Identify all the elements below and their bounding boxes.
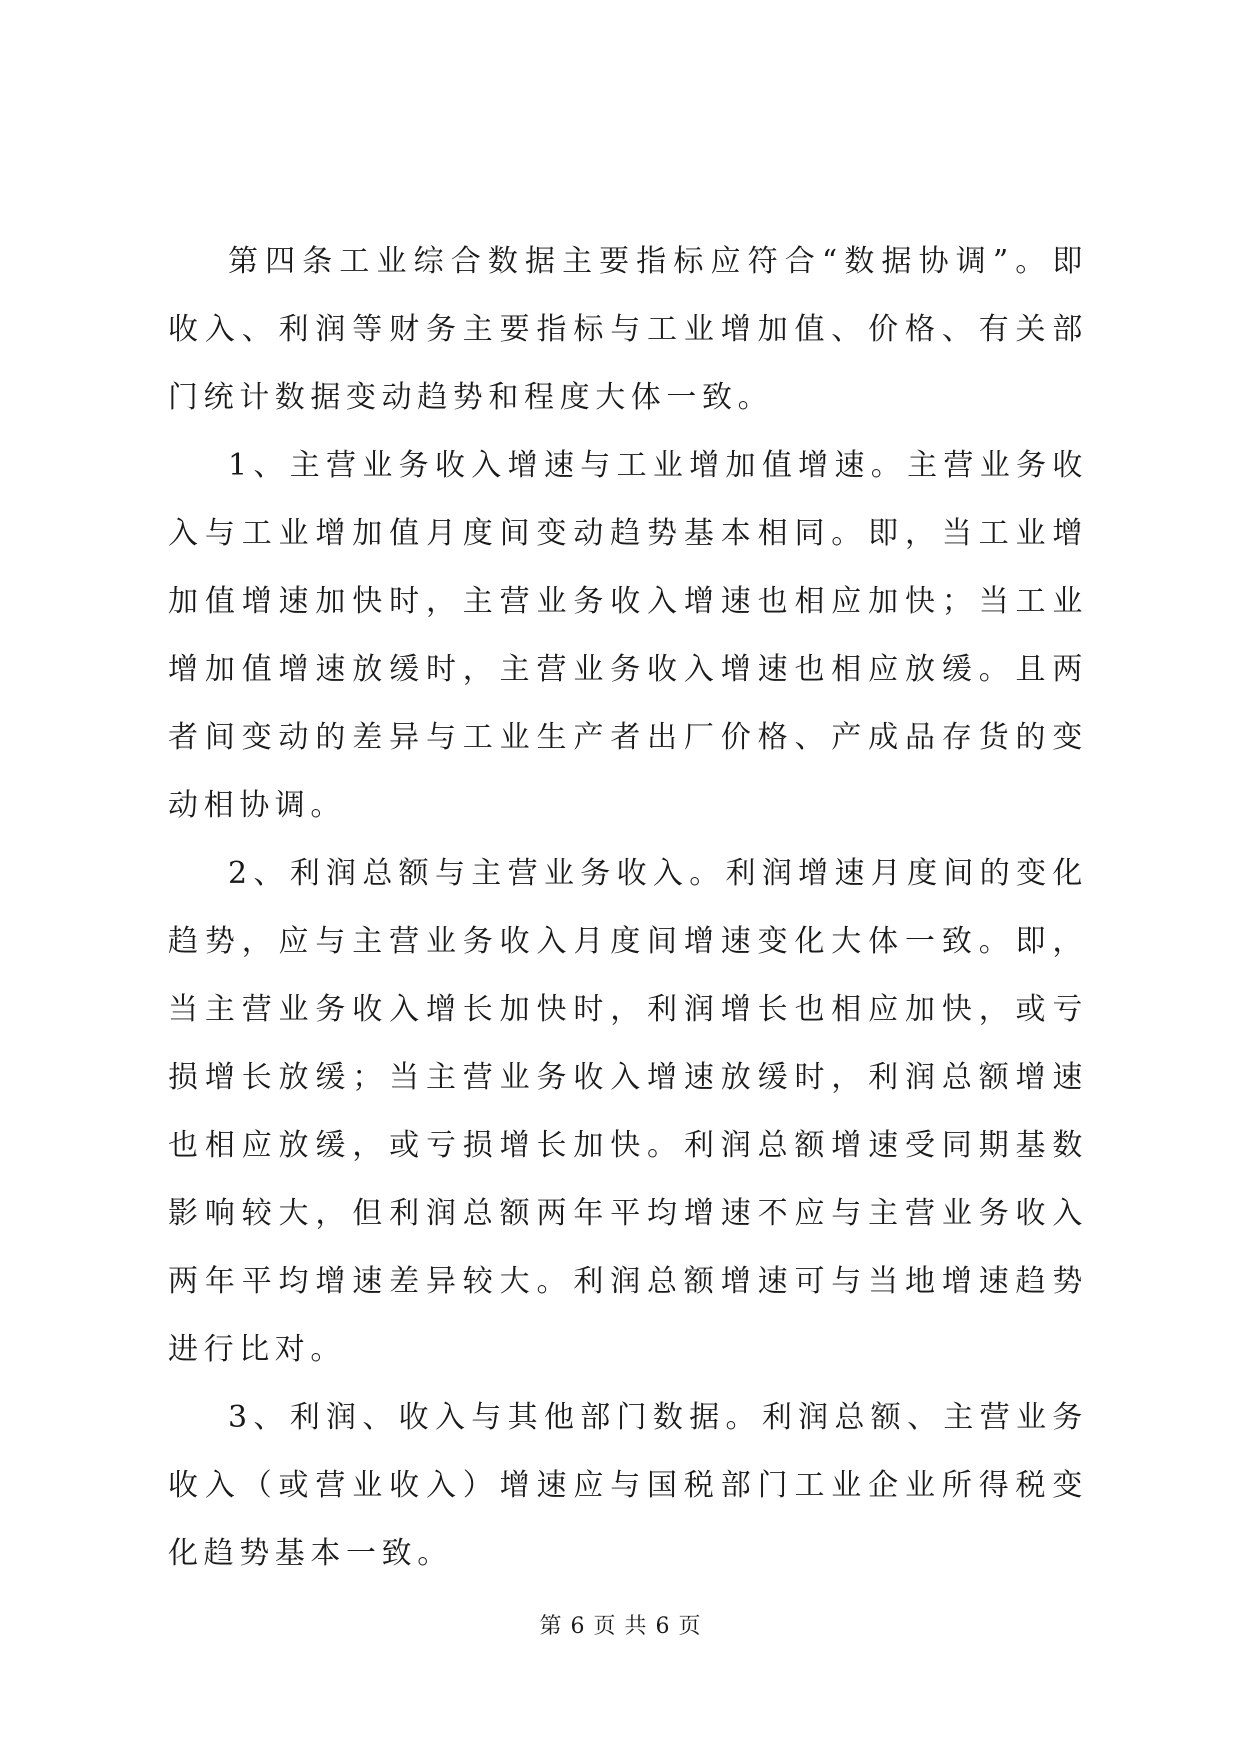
paragraph-item-3: 3、利润、收入与其他部门数据。利润总额、主营业务收入（或营业收入）增速应与国税部门工业企业所得税变化趋势基本一致。: [168, 1400, 1088, 1571]
page-footer: 第 6 页 共 6 页: [539, 1614, 702, 1639]
paragraph-item-1: 1、主营业务收入增速与工业增加值增速。主营业务收入与工业增加值月度间变动趋势基本相同。即，当工业增加值增速加快时，主营业务收入增速也相应加快；当工业增加值增速放缓时，主营业务收入增速也相应放缓。且两者间变动的差异与工业生产者出厂价格、产成品存货的变动相协调。: [168, 448, 1088, 823]
document-body: [168, 228, 1088, 1588]
paragraph-article-4: 第四条工业综合数据主要指标应符合“数据协调”。即收入、利润等财务主要指标与工业增加值、价格、有关部门统计数据变动趋势和程度大体一致。: [168, 244, 1088, 415]
paragraph-item-2: 2、利润总额与主营业务收入。利润增速月度间的变化趋势，应与主营业务收入月度间增速变化大体一致。即，当主营业务收入增长加快时，利润增长也相应加快，或亏损增长放缓；当主营业务收入增速放缓时，利润总额增速也相应放缓，或亏损增长加快。利润总额增速受同期基数影响较大，但利润总额两年平均增速不应与主营业务收入两年平均增速差异较大。利润总额增速可与当地增速趋势进行比对。: [168, 856, 1088, 1367]
